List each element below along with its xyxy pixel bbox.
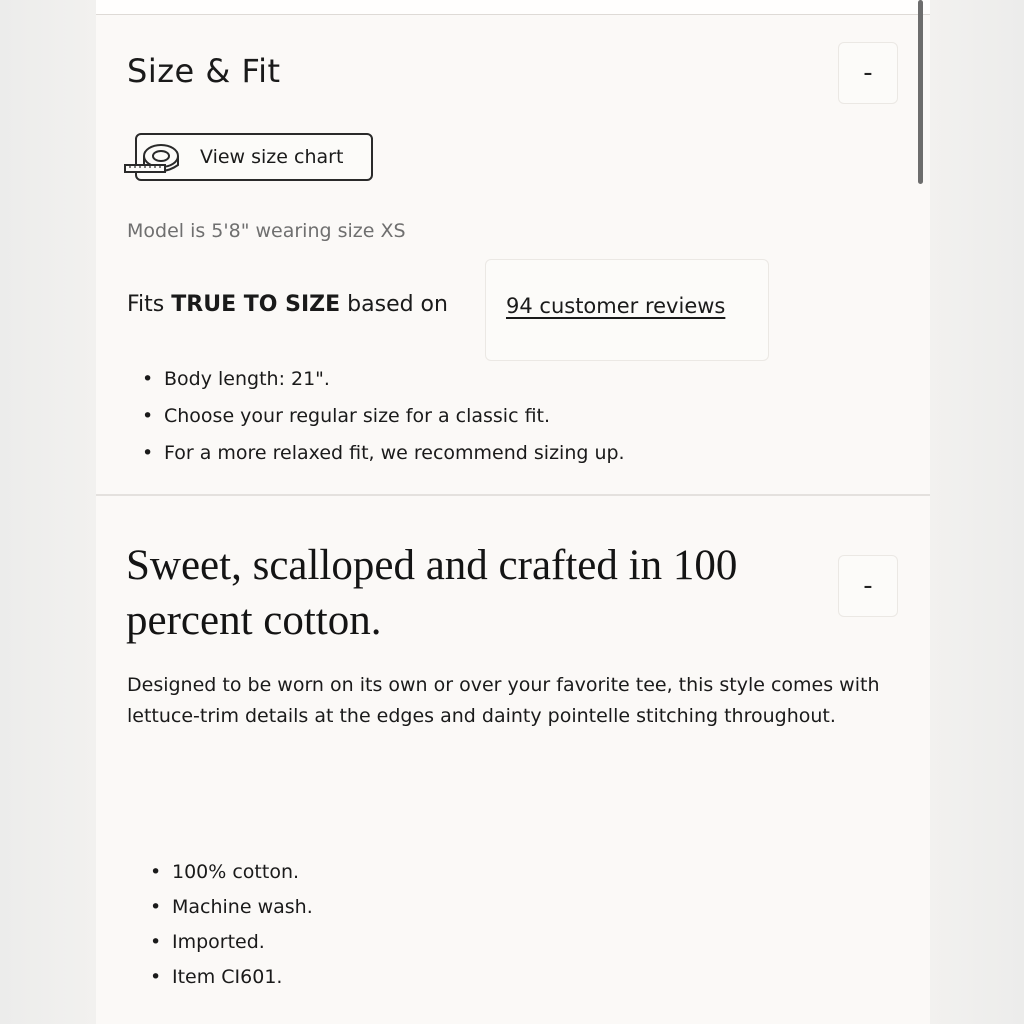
details-heading: Sweet, scalloped and crafted in 100 percent cotton. — [126, 542, 738, 644]
view-size-chart-label: View size chart — [200, 146, 344, 168]
product-details-list — [144, 858, 313, 998]
fit-prefix: Fits — [127, 292, 165, 317]
list-item: • Machine wash. — [144, 893, 313, 928]
fit-notes-list — [136, 365, 625, 476]
section-divider — [96, 494, 930, 496]
list-item: • For a more relaxed fit, we recommend sizing up. — [136, 439, 625, 476]
list-item: • Body length: 21". — [136, 365, 625, 402]
page-background-right — [930, 0, 1024, 1024]
fit-value: TRUE TO SIZE — [171, 292, 341, 317]
size-fit-collapse-button[interactable]: - — [838, 42, 898, 104]
customer-reviews-link[interactable]: 94 customer reviews — [506, 294, 726, 318]
measuring-tape-icon — [123, 139, 187, 179]
list-item: • Choose your regular size for a classic fit. — [136, 402, 625, 439]
product-description: Designed to be worn on its own or over your favorite tee, this style comes with lettuce-trim details at the edges and dainty pointelle stitching throughout. — [127, 674, 880, 727]
list-item: • 100% cotton. — [144, 858, 313, 893]
fit-summary — [127, 292, 448, 317]
size-fit-title: Size & Fit — [127, 52, 281, 90]
scrollbar-thumb[interactable] — [918, 0, 923, 184]
page-background-left — [0, 0, 96, 1024]
details-collapse-button[interactable]: - — [838, 555, 898, 617]
list-item: • Imported. — [144, 928, 313, 963]
model-size-info: Model is 5'8" wearing size XS — [127, 220, 406, 242]
fit-suffix: based on — [347, 292, 448, 317]
previous-section-edge — [96, 0, 930, 15]
list-item: • Item CI601. — [144, 963, 313, 998]
product-details-panel — [96, 0, 930, 1024]
